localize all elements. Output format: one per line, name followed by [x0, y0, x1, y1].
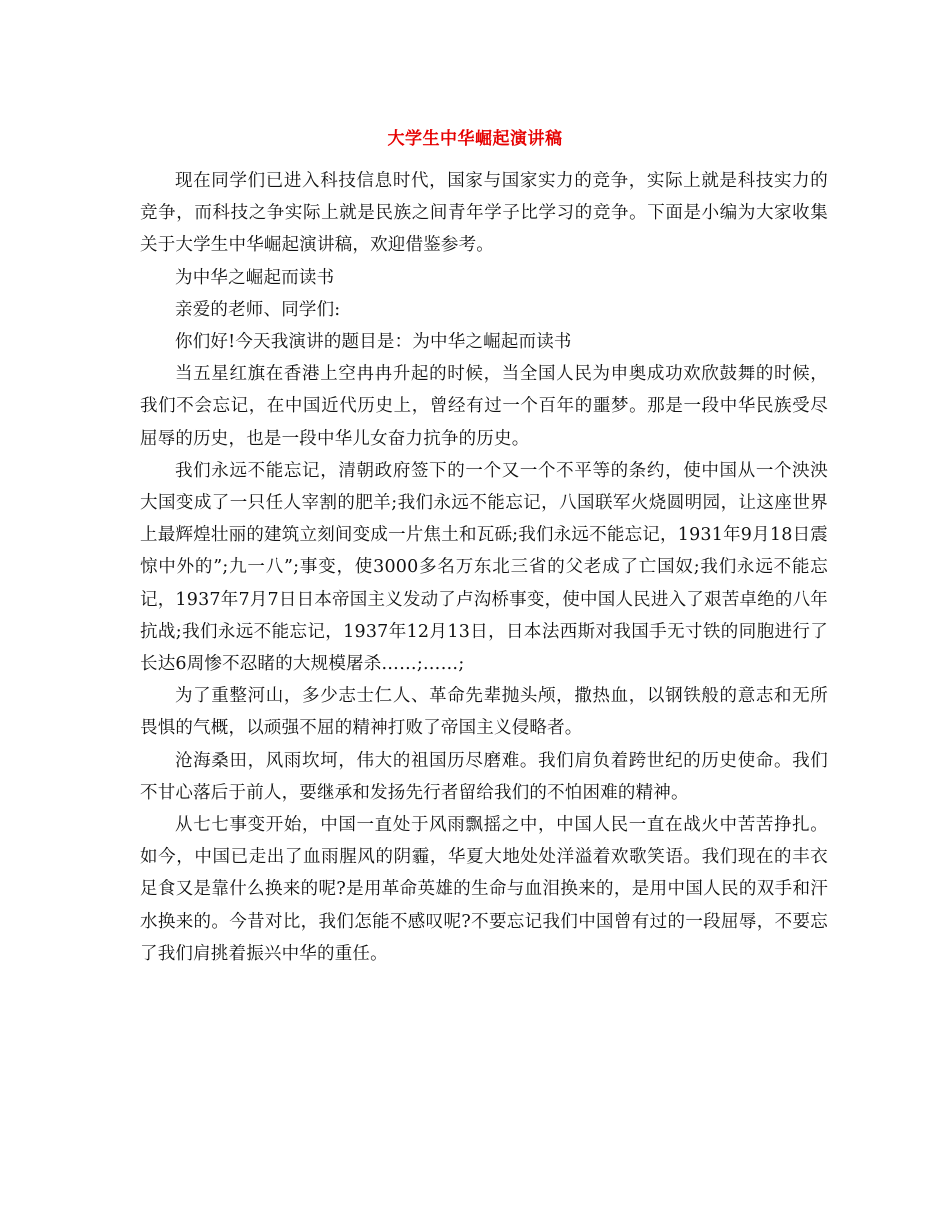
document-title: 大学生中华崛起演讲稿 [387, 129, 563, 149]
paragraph-speech-title: 为中华之崛起而读书 [175, 267, 335, 288]
paragraph-body: 从七七事变开始，中国一直处于风雨飘摇之中，中国人民一直在战火中苦苦挣扎。如今，中国已走出了血雨腥风的阴霾，华夏大地处处洋溢着欢歌笑语。我们现在的丰衣足食又是靠什么换来的呢?是用革命英雄的生命与血泪换来的，是用中国人民的双手和汗水换来的。今昔对比，我们怎能不感叹呢?不要忘记我们中国曾有过的一段屈辱，不要忘了我们肩挑着振兴中华的重任。 [140, 815, 828, 964]
paragraph-body: 当五星红旗在香港上空冉冉升起的时候，当全国人民为申奥成功欢欣鼓舞的时候，我们不会忘记，在中国近代历史上，曾经有过一个百年的噩梦。那是一段中华民族受尽屈辱的历史，也是一段中华儿女奋力抗争的历史。 [140, 364, 828, 449]
paragraph-body: 沧海桑田，风雨坎坷，伟大的祖国历尽磨难。我们肩负着跨世纪的历史使命。我们不甘心落后于前人，要继承和发扬先行者留给我们的不怕困难的精神。 [140, 750, 828, 803]
paragraph-intro: 现在同学们已进入科技信息时代，国家与国家实力的竞争，实际上就是科技实力的竞争，而科技之争实际上就是民族之间青年学子比学习的竞争。下面是小编为大家收集关于大学生中华崛起演讲稿，欢迎借鉴参考。 [140, 171, 828, 256]
paragraph-salutation: 亲爱的老师、同学们: [175, 299, 341, 320]
document-body [140, 165, 828, 970]
paragraph-body: 为了重整河山，多少志士仁人、革命先辈抛头颅，撒热血，以钢铁般的意志和无所畏惧的气概，以顽强不屈的精神打败了帝国主义侵略者。 [140, 686, 828, 739]
paragraph-body: 我们永远不能忘记，清朝政府签下的一个又一个不平等的条约，使中国从一个泱泱大国变成了一只任人宰割的肥羊;我们永远不能忘记，八国联军火烧圆明园，让这座世界上最辉煌壮丽的建筑立刻间变成一片焦土和瓦砾;我们永远不能忘记，1931年9月18日震惊中外的”;九一八”;事变，使3000多名万东北三省的父老成了亡国奴;我们永远不能忘记，1937年7月7日日本帝国主义发动了卢沟桥事变，使中国人民进入了艰苦卓绝的八年抗战;我们永远不能忘记，1937年12月13日，日本法西斯对我国手无寸铁的同胞进行了长达6周惨不忍睹的大规模屠杀……;……; [140, 460, 828, 675]
paragraph-greeting: 你们好!今天我演讲的题目是：为中华之崛起而读书 [175, 332, 572, 353]
